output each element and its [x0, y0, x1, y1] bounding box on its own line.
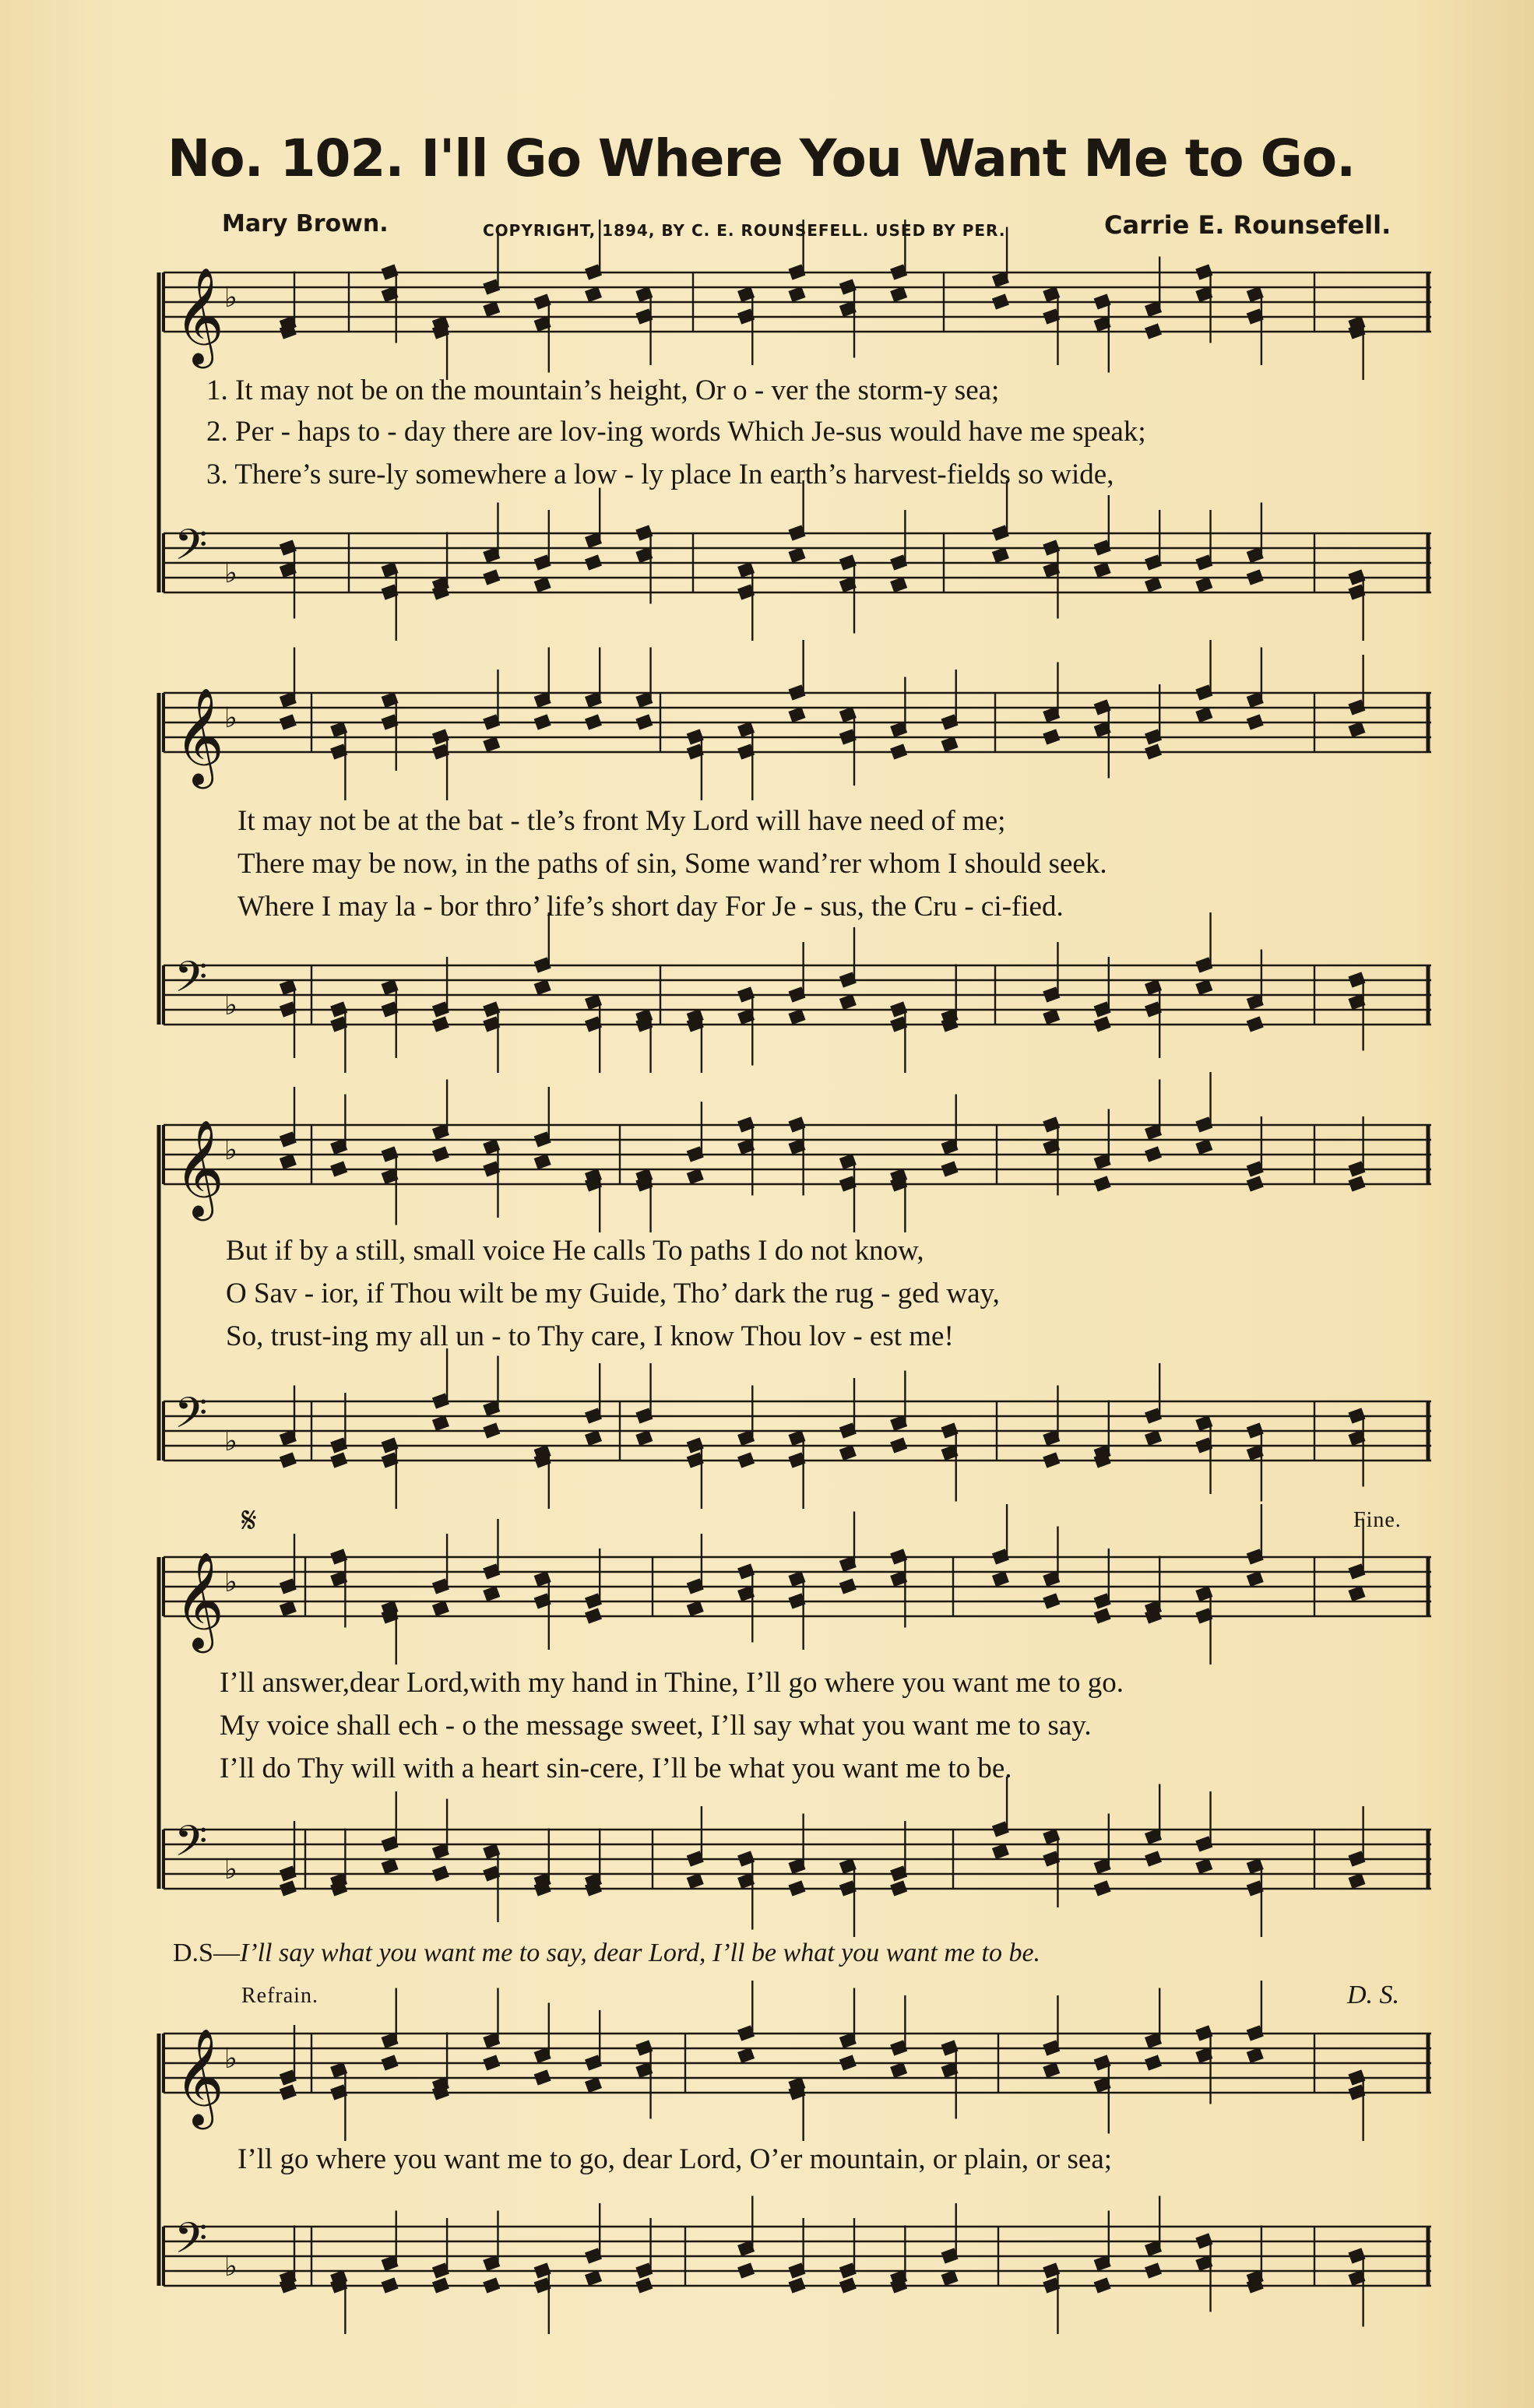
note-head: [1247, 714, 1264, 729]
lyric-line: I’ll answer,dear Lord,with my hand in Thine, I’ll go where you want me to go.: [220, 1667, 1124, 1699]
key-flat: ♭: [224, 1854, 237, 1886]
note-head: [687, 1873, 704, 1889]
treble-clef: 𝄞: [174, 1120, 224, 1217]
note-head: [788, 1880, 805, 1896]
note-head: [483, 736, 500, 752]
note-head: [890, 743, 907, 759]
bass-clef: 𝄢: [174, 2213, 208, 2273]
note-head: [483, 301, 500, 317]
note-head: [635, 1430, 653, 1446]
note-head: [1247, 1016, 1264, 1032]
note-head: [1145, 2262, 1162, 2278]
ds-mark: D. S.: [1347, 1981, 1400, 2009]
ds-note: [173, 1939, 1040, 1968]
note-head: [890, 2062, 907, 2078]
note-head: [635, 2277, 653, 2293]
note-head: [382, 1858, 399, 1874]
note-head: [992, 1844, 1009, 1859]
note-head: [1195, 1139, 1212, 1155]
note-head: [1348, 1873, 1365, 1889]
note-head: [839, 2277, 857, 2293]
note-head: [1195, 577, 1212, 592]
note-head: [890, 577, 907, 592]
key-flat: ♭: [224, 702, 237, 734]
note-head: [1043, 1009, 1060, 1025]
note-head: [992, 294, 1009, 309]
lyric-line: O Sav - ior, if Thou wilt be my Guide, Tho’ dark the rug - ged way,: [226, 1278, 1000, 1309]
note-head: [1094, 1016, 1111, 1032]
note-head: [1094, 2277, 1111, 2293]
lyric-line: So, trust-ing my all un - to Thy care, I know Thou lov - est me!: [226, 1320, 954, 1352]
key-flat: ♭: [224, 1566, 237, 1598]
note-head: [432, 1865, 449, 1881]
note-head: [382, 2277, 399, 2293]
copyright-notice: COPYRIGHT, 1894, BY C. E. ROUNSEFELL. USED BY PER.: [483, 221, 1006, 240]
note-head: [585, 554, 602, 570]
note-head: [788, 286, 805, 302]
note-head: [432, 2277, 449, 2293]
segno-sign: 𝄋: [241, 1499, 257, 1541]
note-head: [280, 2084, 297, 2100]
note-head: [1043, 1452, 1060, 1468]
note-head: [585, 286, 602, 302]
bass-clef: 𝄢: [174, 520, 208, 580]
lyricist-credit: Mary Brown.: [222, 210, 389, 237]
note-head: [1348, 722, 1365, 737]
note-head: [1247, 1176, 1264, 1191]
note-head: [737, 2262, 755, 2278]
note-head: [941, 1161, 959, 1176]
key-flat: ♭: [224, 2251, 237, 2283]
note-head: [1247, 2048, 1264, 2063]
composer-credit: Carrie E. Rounsefell.: [1104, 210, 1392, 240]
note-head: [839, 1445, 857, 1461]
lyric-line: Where I may la - bor thro’ life’s short day For Je - sus, the Cru - ci-fied.: [237, 891, 1064, 923]
lyric-line: I’ll do Thy will with a heart sin-cere, I’ll be what you want me to be.: [220, 1752, 1012, 1784]
lyric-line: 2. Per - haps to - day there are lov-ing words Which Je-sus would have me speak;: [206, 416, 1146, 448]
note-head: [483, 1422, 500, 1438]
note-head: [1145, 1146, 1162, 1162]
key-flat: ♭: [224, 1134, 237, 1166]
note-head: [737, 2048, 755, 2063]
note-head: [585, 714, 602, 729]
note-head: [992, 547, 1009, 563]
note-head: [330, 1452, 347, 1468]
treble-clef: 𝄞: [174, 2028, 224, 2125]
note-head: [1145, 743, 1162, 759]
note-head: [382, 2055, 399, 2070]
note-head: [788, 2277, 805, 2293]
note-head: [941, 736, 959, 752]
note-head: [534, 979, 551, 995]
refrain-label: Refrain.: [241, 1984, 318, 2008]
note-head: [585, 2270, 602, 2286]
note-head: [1094, 1608, 1111, 1623]
note-head: [534, 2069, 551, 2085]
note-head: [1094, 1880, 1111, 1896]
note-head: [1043, 1593, 1060, 1608]
note-head: [534, 714, 551, 729]
note-head: [432, 1415, 449, 1431]
note-head: [635, 714, 653, 729]
note-head: [432, 1016, 449, 1032]
note-head: [788, 1009, 805, 1025]
note-head: [1145, 323, 1162, 339]
bass-clef: 𝄢: [174, 1816, 208, 1876]
fine-mark: Fine.: [1353, 1508, 1402, 1532]
note-head: [483, 2055, 500, 2070]
note-head: [534, 577, 551, 592]
note-head: [432, 1601, 449, 1616]
note-head: [890, 286, 907, 302]
note-head: [1094, 562, 1111, 578]
treble-clef: 𝄞: [174, 687, 224, 785]
lyric-line: It may not be at the bat - tle’s front My Lord will have need of me;: [237, 805, 1006, 837]
note-head: [483, 569, 500, 585]
bass-clef: 𝄢: [174, 1388, 208, 1448]
ds-text: I’ll say what you want me to say, dear Lord, I’ll be what you want me to be.: [239, 1939, 1041, 1967]
note-head: [992, 1571, 1009, 1587]
note-head: [483, 1586, 500, 1601]
note-head: [1348, 1586, 1365, 1601]
note-head: [1195, 979, 1212, 995]
note-head: [330, 1161, 347, 1176]
lyric-line: There may be now, in the paths of sin, Some wand’rer whom I should seek.: [237, 848, 1107, 880]
note-head: [280, 1452, 297, 1468]
hymn-title: No. 102. I'll Go Where You Want Me to Go.: [167, 128, 1356, 188]
lyric-line: I’ll go where you want me to go, dear Lord, O’er mountain, or plain, or sea;: [237, 2143, 1113, 2175]
note-head: [1043, 729, 1060, 744]
note-head: [687, 1601, 704, 1616]
note-head: [1145, 577, 1162, 592]
note-head: [432, 1146, 449, 1162]
note-head: [839, 994, 857, 1010]
note-head: [737, 1452, 755, 1468]
note-head: [1195, 1858, 1212, 1874]
key-flat: ♭: [224, 2043, 237, 2075]
note-head: [1043, 2062, 1060, 2078]
ds-prefix: D.S—: [173, 1939, 240, 1967]
treble-clef: 𝄞: [174, 267, 224, 364]
note-head: [839, 2055, 857, 2070]
note-head: [1145, 1851, 1162, 1866]
note-head: [280, 1880, 297, 1896]
bass-clef: 𝄢: [174, 952, 208, 1012]
note-head: [1145, 2055, 1162, 2070]
note-head: [788, 707, 805, 722]
note-head: [585, 1430, 602, 1446]
note-head: [280, 714, 297, 729]
note-head: [280, 1601, 297, 1616]
key-flat: ♭: [224, 990, 237, 1021]
note-head: [890, 1880, 907, 1896]
key-flat: ♭: [224, 282, 237, 314]
note-head: [839, 1578, 857, 1594]
note-head: [687, 1169, 704, 1184]
note-head: [1094, 1176, 1111, 1191]
note-head: [788, 547, 805, 563]
note-head: [890, 1437, 907, 1453]
note-head: [1247, 569, 1264, 585]
note-head: [280, 1154, 297, 1169]
lyric-line: My voice shall ech - o the message sweet, I’ll say what you want me to say.: [220, 1710, 1092, 1742]
note-head: [1247, 1571, 1264, 1587]
key-flat: ♭: [224, 1425, 237, 1457]
note-head: [585, 1608, 602, 1623]
lyric-line: 3. There’s sure-ly somewhere a low - ly place In earth’s harvest-fields so wide,: [206, 459, 1114, 490]
note-head: [483, 2277, 500, 2293]
note-head: [585, 2077, 602, 2093]
note-head: [941, 2270, 959, 2286]
treble-clef: 𝄞: [174, 1552, 224, 1649]
lyric-line: But if by a still, small voice He calls To paths I do not know,: [226, 1235, 924, 1267]
note-head: [534, 1154, 551, 1169]
note-head: [1195, 707, 1212, 722]
lyric-line: 1. It may not be on the mountain’s height, Or o - ver the storm-y sea;: [206, 374, 1000, 406]
key-flat: ♭: [224, 557, 237, 589]
note-head: [1348, 1176, 1365, 1191]
note-head: [1145, 1430, 1162, 1446]
